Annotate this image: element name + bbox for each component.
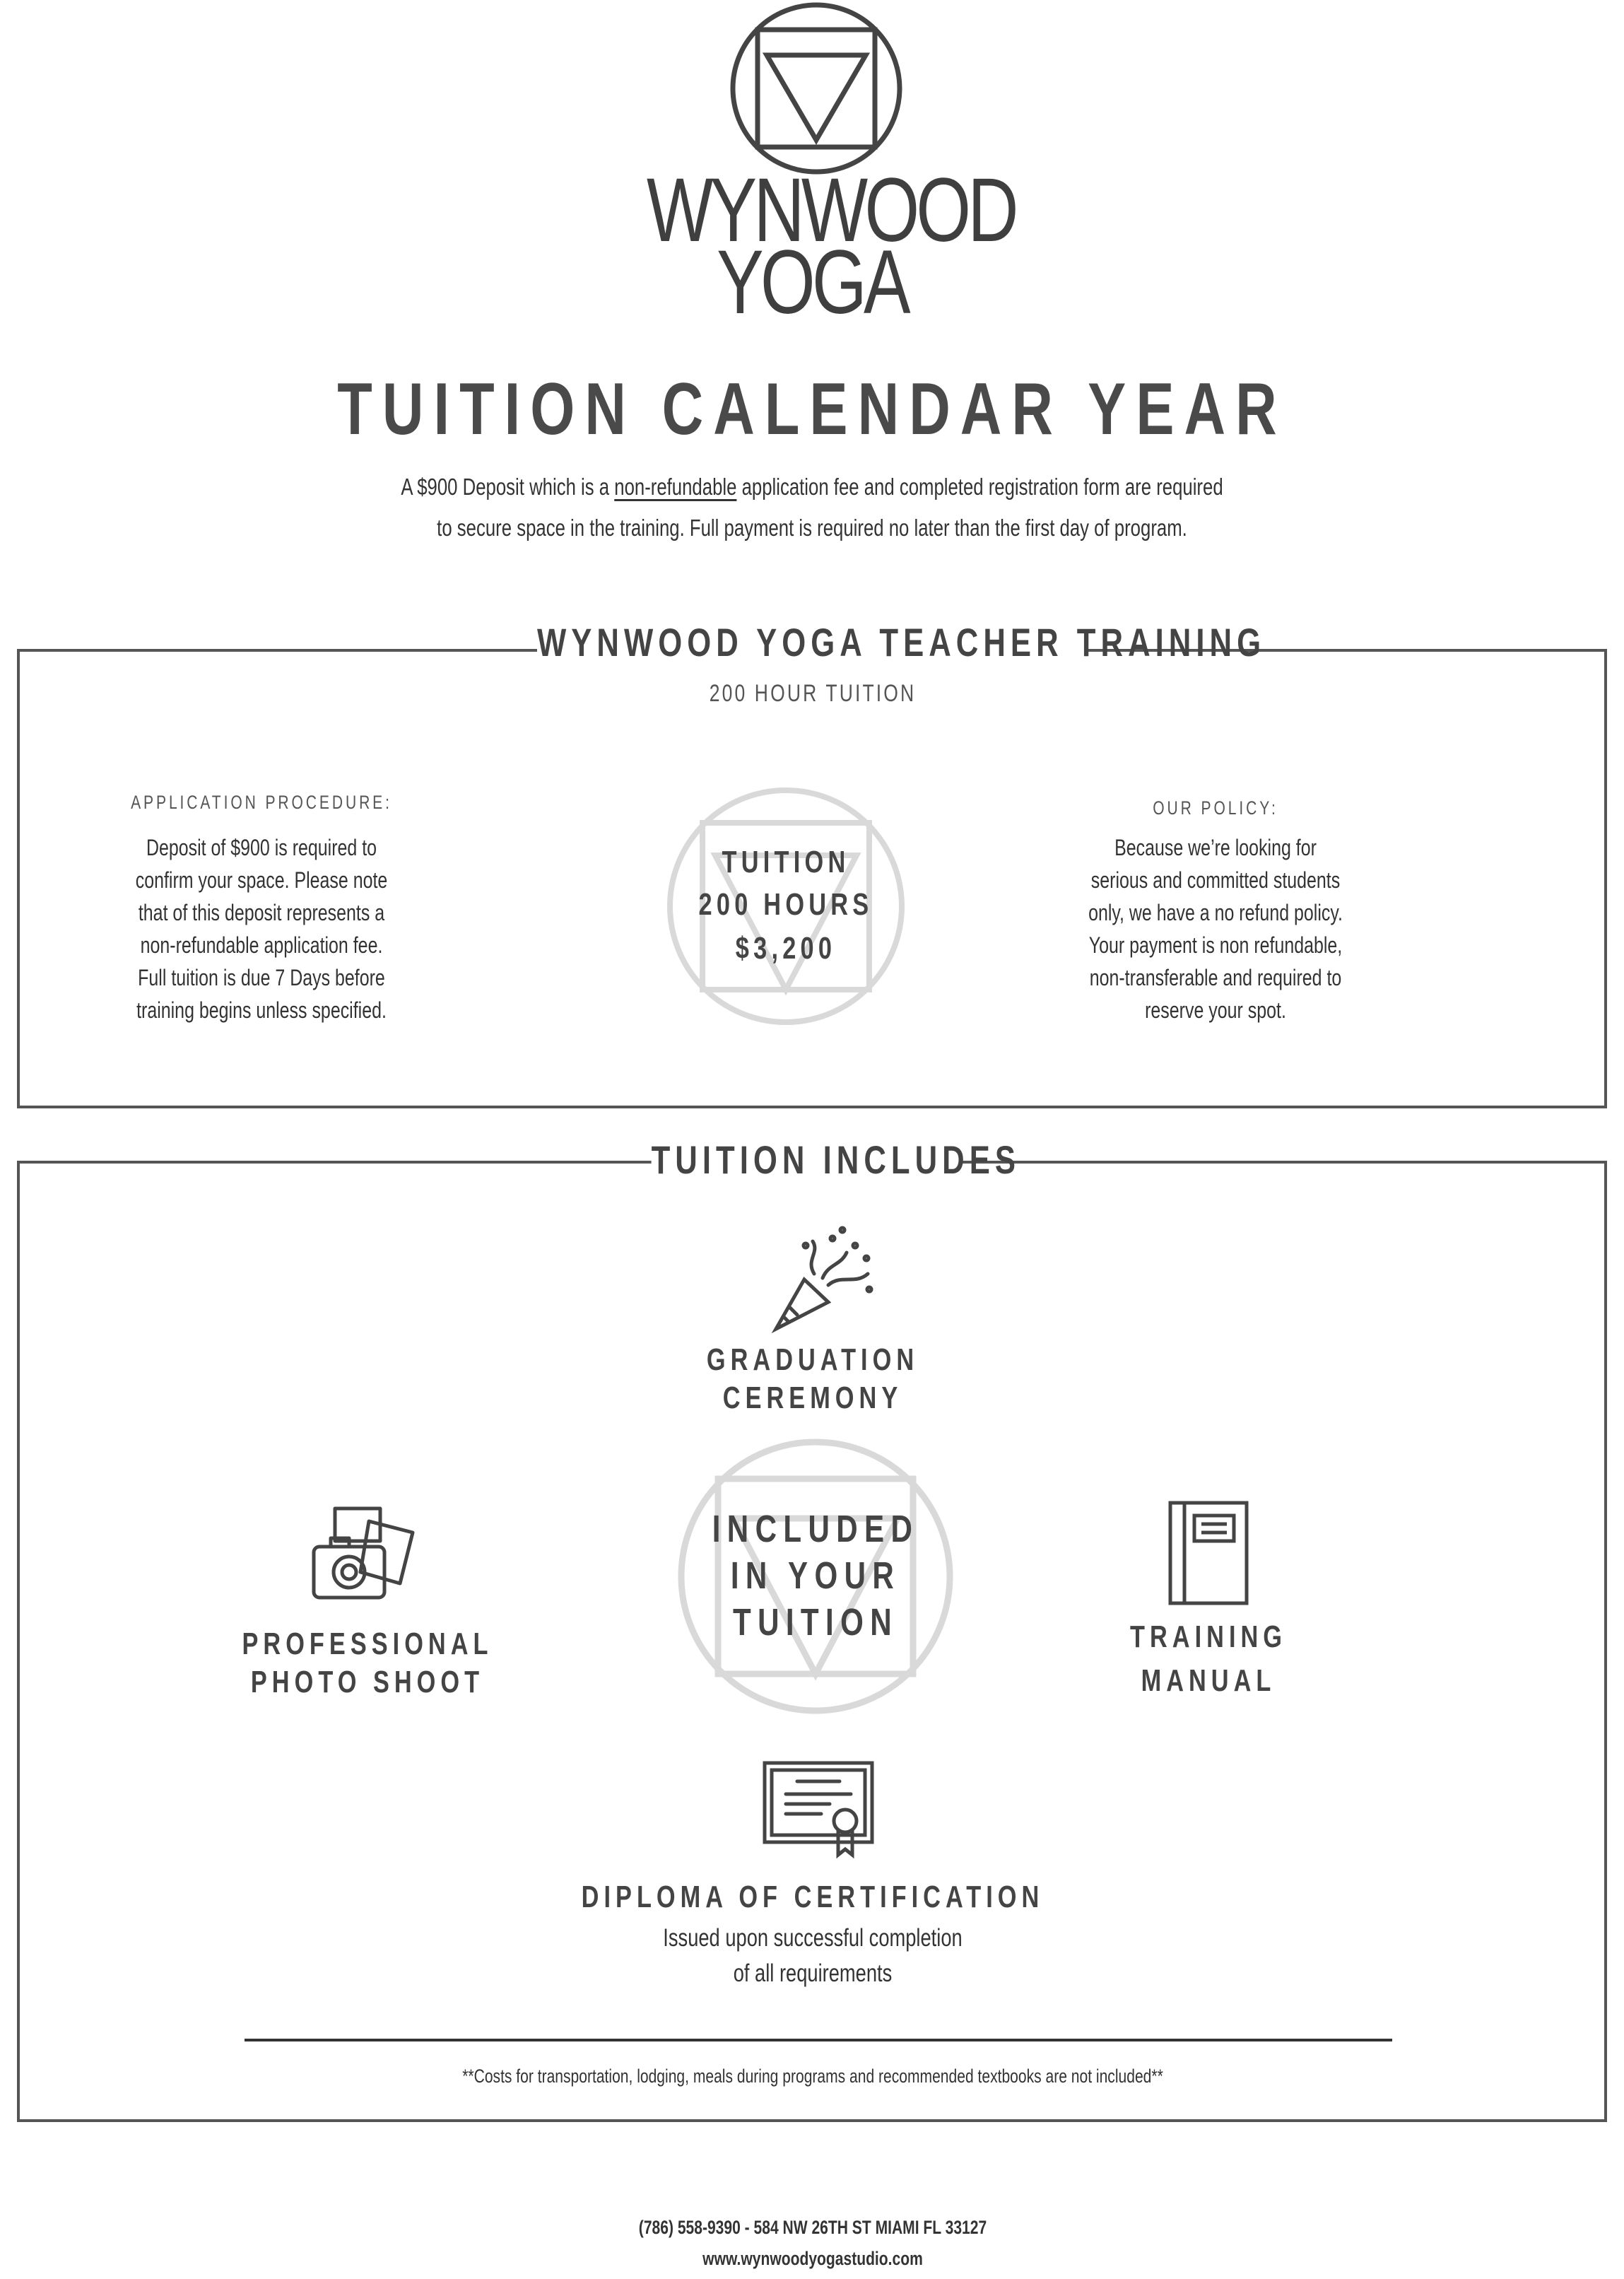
application-line: non-refundable application fee.	[140, 932, 383, 958]
exclusions-note: **Costs for transportation, lodging, meals during programs and recommended textbooks are not included**	[462, 2066, 1163, 2087]
camera-icon	[311, 1506, 424, 1605]
policy-line: Because we’re looking for	[1114, 835, 1317, 860]
policy-line: Your payment is non refundable,	[1088, 932, 1343, 958]
policy-text	[1078, 831, 1353, 1026]
included-emblem-line3: TUITION	[733, 1601, 898, 1644]
policy-line: non-transferable and required to	[1089, 965, 1342, 990]
brand-name-line2: YOGA	[717, 232, 907, 333]
diploma-description-line2: of all requirements	[733, 1959, 893, 1987]
tuition-emblem-label: TUITION	[722, 845, 850, 879]
application-procedure-text	[124, 831, 399, 1026]
photo-shoot-label-line1: PROFESSIONAL	[242, 1627, 493, 1661]
training-section-heading: WYNWOOD YOGA TEACHER TRAINING	[537, 620, 1266, 664]
manual-label-line1: TRAINING	[1129, 1619, 1288, 1654]
application-procedure-heading: APPLICATION PROCEDURE:	[131, 792, 392, 813]
application-line: confirm your space. Please note	[135, 867, 388, 893]
policy-line: only, we have a no refund policy.	[1088, 900, 1343, 925]
intro-text-after: application fee and completed registration form are required	[736, 474, 1223, 500]
party-popper-icon	[763, 1224, 876, 1337]
tuition-emblem-price: $3,200	[735, 931, 837, 966]
photo-shoot-label-line2: PHOTO SHOOT	[250, 1665, 485, 1699]
diploma-label: DIPLOMA OF CERTIFICATION	[581, 1880, 1045, 1914]
training-section-subtitle: 200 HOUR TUITION	[709, 680, 917, 707]
policy-line: reserve your spot.	[1145, 997, 1286, 1023]
graduation-label-line2: CEREMONY	[722, 1381, 903, 1415]
graduation-label-line1: GRADUATION	[706, 1342, 919, 1377]
brand-name-line1: WYNWOOD	[647, 160, 1016, 261]
tuition-emblem-hours: 200 HOURS	[698, 887, 873, 922]
logo-mark-icon	[728, 0, 905, 177]
application-line: Full tuition is due 7 Days before	[138, 965, 385, 990]
divider	[245, 2039, 1392, 2041]
intro-text-line1	[289, 474, 1335, 500]
included-emblem-line1: INCLUDED	[712, 1508, 919, 1550]
included-emblem-line2: IN YOUR	[730, 1554, 901, 1597]
manual-label-line2: MANUAL	[1141, 1663, 1276, 1698]
certificate-icon	[762, 1760, 875, 1859]
footer-website-link[interactable]: www.wynwoodyogastudio.com	[702, 2248, 923, 2269]
application-line: Deposit of $900 is required to	[146, 835, 377, 860]
page-title: TUITION CALENDAR YEAR	[337, 368, 1287, 450]
intro-text-emphasis: non-refundable	[614, 474, 737, 500]
diploma-description-line1: Issued upon successful completion	[663, 1924, 963, 1952]
intro-text-before: A $900 Deposit which is a	[401, 474, 615, 500]
intro-text-line2: to secure space in the training. Full payment is required no later than the first day of program.	[437, 515, 1187, 541]
footer-contact: (786) 558-9390 - 584 NW 26TH ST MIAMI FL 33127	[638, 2217, 987, 2238]
policy-heading: OUR POLICY:	[1153, 797, 1278, 819]
policy-line: serious and committed students	[1090, 867, 1341, 893]
application-line: training begins unless specified.	[136, 997, 387, 1023]
notebook-icon	[1166, 1500, 1251, 1606]
includes-section-heading: TUITION INCLUDES	[651, 1137, 1021, 1182]
application-line: that of this deposit represents a	[138, 900, 385, 925]
